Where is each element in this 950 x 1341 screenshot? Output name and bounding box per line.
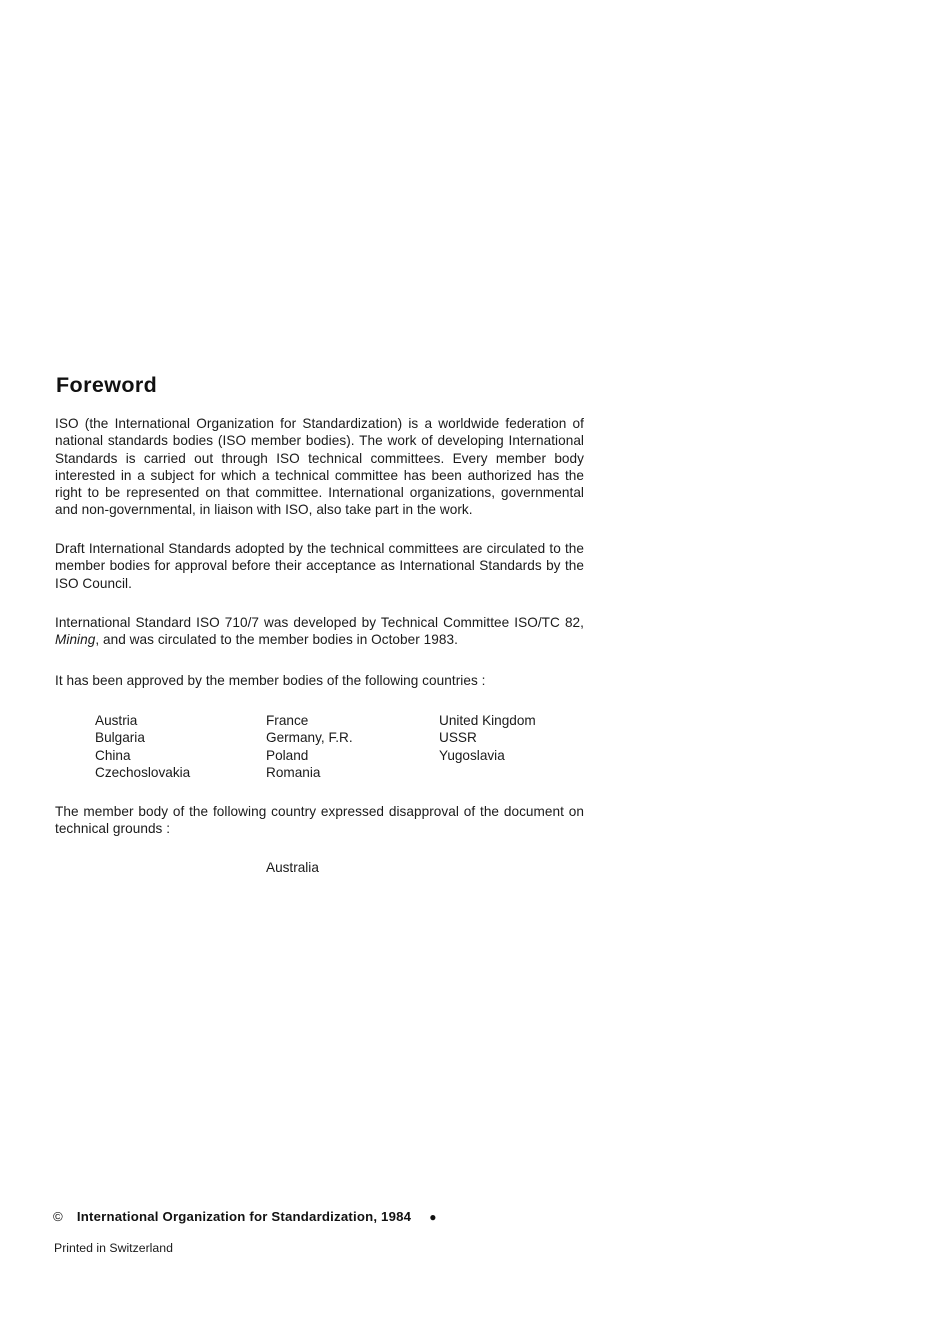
country-item: United Kingdom (439, 713, 536, 728)
country-item: Austria (95, 713, 138, 728)
paragraph-iso-description: ISO (the International Organization for Standardization) is a worldwide federation of national standards bodies (ISO member bodies). The work of developing International Standards is carried out through ISO technical committees. Every member body interested in a subject for which a technical committee has been authorized has the right to be represented on that committee. International organizations, governmental and non-governmental, in liaison with ISO, also take part in the work. (55, 416, 584, 518)
country-item: Germany, F.R. (266, 730, 353, 746)
approval-country-column-3 (439, 712, 536, 764)
bullet-dot-icon: ● (429, 1210, 437, 1224)
copyright-line (53, 1209, 437, 1224)
disapproval-country: Australia (266, 860, 319, 875)
country-item: Czechoslovakia (95, 764, 191, 780)
paragraph-approval-intro: It has been approved by the member bodies of the following countries : (55, 673, 486, 688)
paragraph-disapproval-intro: The member body of the following country expressed disapproval of the document on technical grounds : (55, 804, 584, 837)
country-item: China (95, 747, 131, 763)
country-item: Poland (266, 747, 309, 763)
approval-country-column-1 (95, 712, 190, 781)
paragraph-standard-origin (55, 614, 584, 649)
paragraph-draft-standards: Draft International Standards adopted by the technical committees are circulated to the member bodies for approval before their acceptance as International Standards by the ISO Council. (55, 541, 584, 591)
country-item: France (266, 713, 309, 728)
copyright-text: International Organization for Standardization, 1984 (76, 1209, 412, 1224)
committee-subject-italic: Mining (55, 632, 96, 648)
country-item: Bulgaria (95, 730, 145, 746)
approval-country-column-2 (266, 712, 353, 781)
foreword-heading: Foreword (56, 373, 158, 397)
copyright-icon: © (53, 1209, 63, 1224)
country-item: USSR (439, 730, 477, 746)
country-item: Romania (266, 764, 321, 780)
country-item: Yugoslavia (439, 747, 505, 763)
printed-in-note: Printed in Switzerland (54, 1241, 173, 1255)
standard-origin-text-before: International Standard ISO 710/7 was developed by Technical Committee ISO/TC 82, (55, 615, 584, 630)
standard-origin-text-after: , and was circulated to the member bodies in October 1983. (95, 632, 458, 648)
